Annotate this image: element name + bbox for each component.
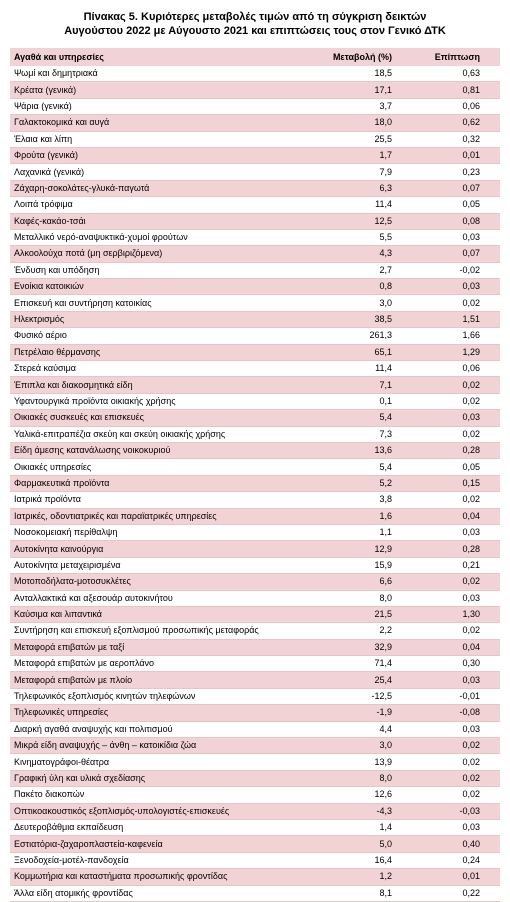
header-change: Μεταβολή (%) — [310, 48, 406, 66]
table-row — [10, 361, 500, 377]
row-item: Ενοίκια κατοικιών — [10, 279, 310, 295]
row-item: Φαρμακευτικά προϊόντα — [10, 475, 310, 491]
row-impact: 0,30 — [406, 656, 500, 672]
row-item: Καύσιμα και λιπαντικά — [10, 606, 310, 622]
row-item: Εστιατόρια-ζαχαροπλαστεία-καφενεία — [10, 836, 310, 852]
row-item: Λαχανικά (γενικά) — [10, 164, 310, 180]
table-row — [10, 66, 500, 82]
title-line-2: Αυγούστου 2022 με Αύγουστο 2021 και επιπτώσεις τους στον Γενικό ΔΤΚ — [64, 25, 446, 37]
row-item: Άλλα είδη ατομικής φροντίδας — [10, 885, 310, 901]
row-impact: 1,66 — [406, 328, 500, 344]
row-impact: 0,06 — [406, 361, 500, 377]
row-change: 11,4 — [310, 197, 406, 213]
row-impact: 0,02 — [406, 754, 500, 770]
row-impact: 0,02 — [406, 738, 500, 754]
table-row — [10, 459, 500, 475]
row-change: 261,3 — [310, 328, 406, 344]
row-item: Φρούτα (γενικά) — [10, 147, 310, 163]
row-impact: 0,28 — [406, 442, 500, 458]
table-row — [10, 508, 500, 524]
row-change: 25,5 — [310, 131, 406, 147]
row-item: Δευτεροβάθμια εκπαίδευση — [10, 819, 310, 835]
table-row — [10, 869, 500, 885]
row-impact: 0,08 — [406, 213, 500, 229]
row-item: Ηλεκτρισμός — [10, 311, 310, 327]
row-item: Τηλεφωνικές υπηρεσίες — [10, 705, 310, 721]
row-change: 18,5 — [310, 66, 406, 82]
row-change: 5,2 — [310, 475, 406, 491]
row-change: 11,4 — [310, 361, 406, 377]
table-row — [10, 311, 500, 327]
row-impact: 0,03 — [406, 279, 500, 295]
row-change: 1,1 — [310, 524, 406, 540]
table-row — [10, 246, 500, 262]
row-change: 1,6 — [310, 508, 406, 524]
table-title — [0, 0, 510, 37]
row-item: Μεταλλικό νερό-αναψυκτικά-χυμοί φρούτων — [10, 229, 310, 245]
row-change: 15,9 — [310, 557, 406, 573]
table-row — [10, 197, 500, 213]
row-item: Ξενοδοχεία-μοτέλ-πανδοχεία — [10, 852, 310, 868]
row-change: 3,0 — [310, 738, 406, 754]
table-row — [10, 279, 500, 295]
row-change: 7,1 — [310, 377, 406, 393]
row-change: 1,4 — [310, 819, 406, 835]
table-row — [10, 836, 500, 852]
row-item: Συντήρηση και επισκευή εξοπλισμού προσωπικής μεταφοράς — [10, 623, 310, 639]
table-row — [10, 623, 500, 639]
table-row — [10, 590, 500, 606]
row-change: 12,9 — [310, 541, 406, 557]
row-change: 5,4 — [310, 410, 406, 426]
table-row — [10, 115, 500, 131]
row-change: 8,1 — [310, 885, 406, 901]
row-item: Γαλακτοκομικά και αυγά — [10, 115, 310, 131]
table-row — [10, 754, 500, 770]
row-impact: 0,03 — [406, 410, 500, 426]
row-item: Μοτοποδήλατα-μοτοσυκλέτες — [10, 574, 310, 590]
table-row — [10, 213, 500, 229]
table-row — [10, 787, 500, 803]
row-change: 13,6 — [310, 442, 406, 458]
row-impact: 0,06 — [406, 98, 500, 114]
row-item: Ανταλλακτικά και αξεσουάρ αυτοκινήτου — [10, 590, 310, 606]
row-item: Μεταφορά επιβατών με ταξί — [10, 639, 310, 655]
row-item: Επισκευή και συντήρηση κατοικίας — [10, 295, 310, 311]
row-impact: 0,04 — [406, 639, 500, 655]
row-item: Ψωμί και δημητριακά — [10, 66, 310, 82]
row-item: Αυτοκίνητα μεταχειρισμένα — [10, 557, 310, 573]
row-item: Ιατρικές, οδοντιατρικές και παραϊατρικές υπηρεσίες — [10, 508, 310, 524]
row-impact: 0,28 — [406, 541, 500, 557]
row-change: 12,6 — [310, 787, 406, 803]
header-row — [10, 48, 500, 66]
row-change: -1,9 — [310, 705, 406, 721]
row-change: 16,4 — [310, 852, 406, 868]
row-item: Πακέτο διακοπών — [10, 787, 310, 803]
table-row — [10, 803, 500, 819]
row-impact: 0,21 — [406, 557, 500, 573]
row-impact: 0,03 — [406, 229, 500, 245]
table-row — [10, 656, 500, 672]
row-item: Γραφική ύλη και υλικά σχεδίασης — [10, 770, 310, 786]
row-impact: 0,02 — [406, 377, 500, 393]
table-row — [10, 721, 500, 737]
row-impact: 0,22 — [406, 885, 500, 901]
row-change: 12,5 — [310, 213, 406, 229]
row-item: Νοσοκομειακή περίθαλψη — [10, 524, 310, 540]
row-impact: 0,02 — [406, 574, 500, 590]
row-item: Καφές-κακάο-τσάι — [10, 213, 310, 229]
row-impact: 0,02 — [406, 787, 500, 803]
row-item: Τηλεφωνικός εξοπλισμός κινητών τηλεφώνων — [10, 688, 310, 704]
table-row — [10, 852, 500, 868]
table-row — [10, 738, 500, 754]
row-impact: 0,07 — [406, 180, 500, 196]
row-change: 32,9 — [310, 639, 406, 655]
row-item: Μεταφορά επιβατών με αεροπλάνο — [10, 656, 310, 672]
row-item: Φυσικό αέριο — [10, 328, 310, 344]
table-row — [10, 688, 500, 704]
table-row — [10, 131, 500, 147]
row-impact: 0,03 — [406, 524, 500, 540]
row-impact: 0,02 — [406, 492, 500, 508]
row-change: 3,8 — [310, 492, 406, 508]
row-impact: -0,01 — [406, 688, 500, 704]
table-row — [10, 344, 500, 360]
table-row — [10, 164, 500, 180]
row-change: 0,1 — [310, 393, 406, 409]
row-impact: -0,03 — [406, 803, 500, 819]
row-change: 13,9 — [310, 754, 406, 770]
row-change: -4,3 — [310, 803, 406, 819]
row-impact: 0,02 — [406, 295, 500, 311]
table-row — [10, 672, 500, 688]
table-row — [10, 147, 500, 163]
table-row — [10, 82, 500, 98]
row-change: 5,5 — [310, 229, 406, 245]
row-change: 6,6 — [310, 574, 406, 590]
row-change: 8,0 — [310, 590, 406, 606]
row-impact: 0,03 — [406, 672, 500, 688]
row-item: Κρέατα (γενικά) — [10, 82, 310, 98]
row-change: 6,3 — [310, 180, 406, 196]
row-impact: 0,04 — [406, 508, 500, 524]
table-row — [10, 705, 500, 721]
row-item: Είδη άμεσης κατανάλωσης νοικοκυριού — [10, 442, 310, 458]
row-impact: 0,01 — [406, 147, 500, 163]
row-change: 18,0 — [310, 115, 406, 131]
table-row — [10, 475, 500, 491]
row-impact: 0,07 — [406, 246, 500, 262]
table-row — [10, 819, 500, 835]
row-impact: 0,05 — [406, 459, 500, 475]
row-impact: 0,40 — [406, 836, 500, 852]
row-change: 7,9 — [310, 164, 406, 180]
row-change: 3,7 — [310, 98, 406, 114]
row-change: 65,1 — [310, 344, 406, 360]
row-change: 1,2 — [310, 869, 406, 885]
row-item: Κινηματογράφοι-θέατρα — [10, 754, 310, 770]
table-row — [10, 524, 500, 540]
row-impact: 0,63 — [406, 66, 500, 82]
table-row — [10, 410, 500, 426]
table-row — [10, 492, 500, 508]
row-item: Διαρκή αγαθά αναψυχής και πολιτισμού — [10, 721, 310, 737]
table-row — [10, 442, 500, 458]
row-impact: 0,15 — [406, 475, 500, 491]
table-row — [10, 180, 500, 196]
row-item: Αλκοολούχα ποτά (μη σερβιριζόμενα) — [10, 246, 310, 262]
row-item: Έπιπλα και διακοσμητικά είδη — [10, 377, 310, 393]
row-item: Μικρά είδη αναψυχής – άνθη – κατοικίδια ζώα — [10, 738, 310, 754]
row-item: Κομμωτήρια και καταστήματα προσωπικής φροντίδας — [10, 869, 310, 885]
row-change: 5,0 — [310, 836, 406, 852]
row-change: 4,3 — [310, 246, 406, 262]
row-change: 2,2 — [310, 623, 406, 639]
table-row — [10, 328, 500, 344]
title-line-1: Πίνακας 5. Κυριότερες μεταβολές τιμών από τη σύγκριση δεικτών — [83, 11, 427, 23]
row-impact: -0,02 — [406, 262, 500, 278]
row-change: 71,4 — [310, 656, 406, 672]
row-impact: 0,81 — [406, 82, 500, 98]
table-row — [10, 885, 500, 901]
row-item: Πετρέλαιο θέρμανσης — [10, 344, 310, 360]
table-row — [10, 574, 500, 590]
row-change: 8,0 — [310, 770, 406, 786]
row-impact: -0,08 — [406, 705, 500, 721]
table-row — [10, 295, 500, 311]
row-impact: 0,02 — [406, 770, 500, 786]
row-item: Ψάρια (γενικά) — [10, 98, 310, 114]
row-change: 17,1 — [310, 82, 406, 98]
row-impact: 0,02 — [406, 393, 500, 409]
header-impact: Επίπτωση — [406, 48, 500, 66]
table-row — [10, 377, 500, 393]
row-item: Στερεά καύσιμα — [10, 361, 310, 377]
row-impact: 1,51 — [406, 311, 500, 327]
row-item: Υφαντουργικά προϊόντα οικιακής χρήσης — [10, 393, 310, 409]
row-impact: 1,29 — [406, 344, 500, 360]
row-change: 38,5 — [310, 311, 406, 327]
row-change: -12,5 — [310, 688, 406, 704]
row-item: Ένδυση και υπόδηση — [10, 262, 310, 278]
row-change: 7,3 — [310, 426, 406, 442]
table-row — [10, 262, 500, 278]
row-impact: 0,03 — [406, 819, 500, 835]
row-item: Οικιακές υπηρεσίες — [10, 459, 310, 475]
table-row — [10, 557, 500, 573]
row-item: Οπτικοακουστικός εξοπλισμός-υπολογιστές-επισκευές — [10, 803, 310, 819]
row-impact: 0,32 — [406, 131, 500, 147]
row-impact: 0,62 — [406, 115, 500, 131]
row-item: Ιατρικά προϊόντα — [10, 492, 310, 508]
row-impact: 0,24 — [406, 852, 500, 868]
table-row — [10, 229, 500, 245]
price-changes-table — [10, 48, 500, 902]
row-impact: 0,02 — [406, 623, 500, 639]
table-row — [10, 426, 500, 442]
row-impact: 1,30 — [406, 606, 500, 622]
row-item: Αυτοκίνητα καινούργια — [10, 541, 310, 557]
table-row — [10, 541, 500, 557]
row-impact: 0,03 — [406, 590, 500, 606]
row-change: 1,7 — [310, 147, 406, 163]
row-change: 2,7 — [310, 262, 406, 278]
row-impact: 0,05 — [406, 197, 500, 213]
table-row — [10, 639, 500, 655]
table-row — [10, 770, 500, 786]
table-body — [10, 66, 500, 901]
row-item: Οικιακές συσκευές και επισκευές — [10, 410, 310, 426]
table-row — [10, 98, 500, 114]
row-change: 5,4 — [310, 459, 406, 475]
header-item: Αγαθά και υπηρεσίες — [10, 48, 310, 66]
table-row — [10, 393, 500, 409]
row-change: 25,4 — [310, 672, 406, 688]
table-row — [10, 606, 500, 622]
row-impact: 0,03 — [406, 721, 500, 737]
row-item: Μεταφορά επιβατών με πλοίο — [10, 672, 310, 688]
row-item: Έλαια και λίπη — [10, 131, 310, 147]
row-change: 3,0 — [310, 295, 406, 311]
row-change: 0,8 — [310, 279, 406, 295]
row-item: Λοιπά τρόφιμα — [10, 197, 310, 213]
row-impact: 0,23 — [406, 164, 500, 180]
row-item: Ζάχαρη-σοκολάτες-γλυκά-παγωτά — [10, 180, 310, 196]
row-impact: 0,01 — [406, 869, 500, 885]
row-item: Υαλικά-επιτραπέζια σκεύη και σκεύη οικιακής χρήσης — [10, 426, 310, 442]
row-change: 21,5 — [310, 606, 406, 622]
row-impact: 0,02 — [406, 426, 500, 442]
row-change: 4,4 — [310, 721, 406, 737]
